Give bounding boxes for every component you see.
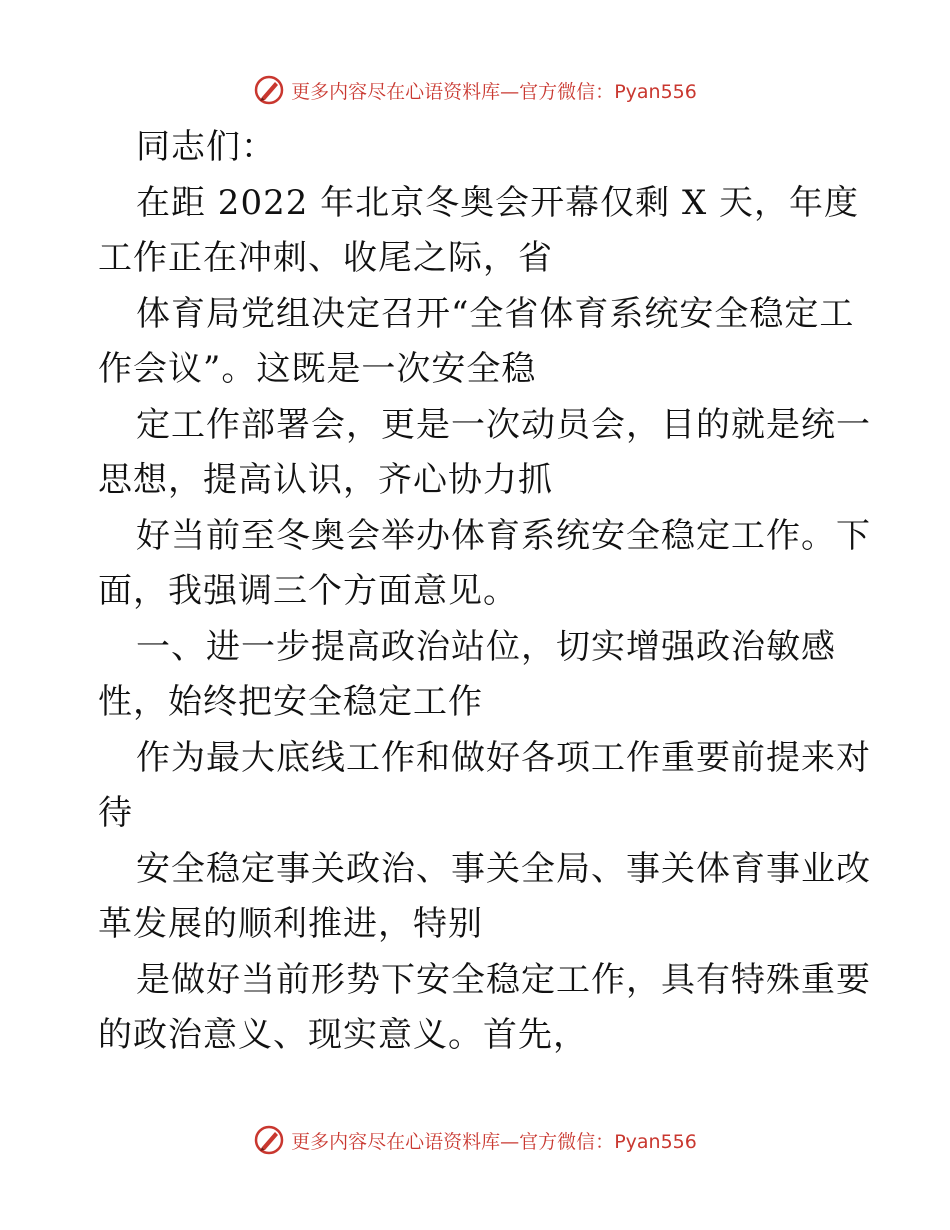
header-wechat-id: Pyan556	[614, 80, 697, 103]
footer-wechat-id: Pyan556	[614, 1130, 697, 1153]
text-line: 作为最大底线工作和做好各项工作重要前提来对	[136, 737, 871, 778]
text-line: 思想，提高认识，齐心协力抓	[98, 460, 553, 500]
header-wechat-label: 官方微信：	[519, 80, 615, 103]
header-dash: —	[500, 80, 520, 103]
text-line: 是做好当前形势下安全稳定工作，具有特殊重要	[136, 959, 871, 1000]
header-banner-text	[291, 77, 697, 104]
footer-wechat-label: 官方微信：	[519, 1130, 615, 1153]
footer-brand-text: 更多内容尽在心语资料库	[291, 1130, 501, 1153]
text-line: 性，始终把安全稳定工作	[98, 682, 483, 722]
text-line: 安全稳定事关政治、事关全局、事关体育事业改	[136, 848, 871, 889]
text-line: 体育局党组决定召开“全省体育系统安全稳定工	[136, 293, 855, 334]
header-brand-text: 更多内容尽在心语资料库	[291, 80, 501, 103]
text-line: 待	[98, 793, 133, 833]
text-line: 面，我强调三个方面意见。	[98, 571, 518, 611]
text-line: 的政治意义、现实意义。首先，	[98, 1015, 588, 1055]
footer-banner	[0, 1120, 950, 1160]
text-line: 好当前至冬奥会举办体育系统安全稳定工作。下	[136, 515, 871, 556]
text-line: 定工作部署会，更是一次动员会，目的就是统一	[136, 404, 871, 445]
pen-logo-icon	[253, 1124, 285, 1156]
footer-banner-text	[291, 1127, 697, 1154]
text-line: 革发展的顺利推进，特别	[98, 904, 483, 944]
pen-logo-icon	[253, 74, 285, 106]
header-banner	[0, 70, 950, 110]
document-body	[98, 120, 871, 1064]
text-line: 作会议”。这既是一次安全稳	[98, 349, 537, 389]
footer-dash: —	[500, 1130, 520, 1153]
text-line: 同志们：	[136, 127, 276, 167]
text-line: 在距 2022 年北京冬奥会开幕仅剩 X 天，年度	[136, 182, 859, 223]
text-line: 一、进一步提高政治站位，切实增强政治敏感	[136, 626, 836, 667]
text-line: 工作正在冲刺、收尾之际，省	[98, 238, 553, 278]
